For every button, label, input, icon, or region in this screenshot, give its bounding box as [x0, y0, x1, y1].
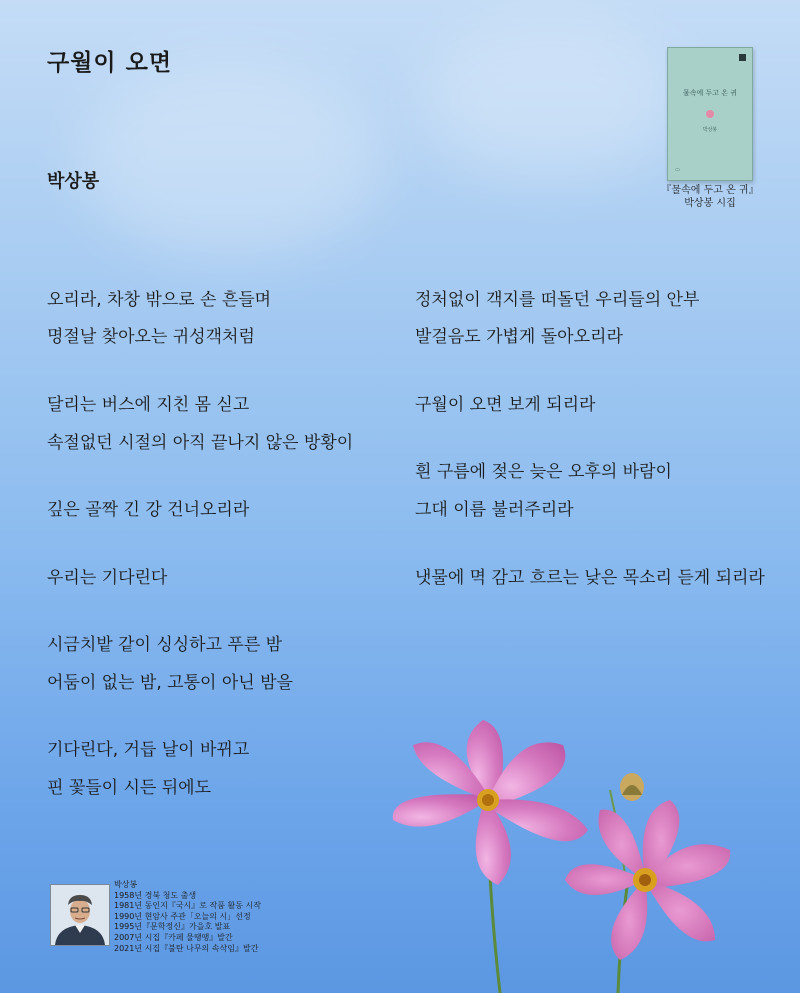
poem-line: 우리는 기다린다 [47, 568, 168, 588]
poem-line: 깊은 골짝 긴 강 건너오리라 [47, 500, 250, 520]
poem-line: 그대 이름 불러주리라 [415, 500, 574, 520]
bio-line: 2021년 시집『불탄 나무의 속삭임』발간 [114, 943, 259, 953]
poem-line: 정처없이 객지를 떠돌던 우리들의 안부 [415, 290, 700, 310]
book-cover [667, 47, 753, 181]
background-glow [80, 60, 380, 260]
bio-line: 2007년 시집『카페 물땡땡』발간 [114, 932, 233, 942]
publisher-logo-icon: ▭ [675, 167, 680, 173]
publisher-mark-icon [739, 54, 746, 61]
bio-line: 1995년『문학정신』가을호 발표 [114, 922, 231, 932]
poem-line: 명절날 찾아오는 귀성객처럼 [47, 327, 255, 347]
book-caption-title: 『물속에 두고 온 귀』 [661, 185, 759, 196]
poem-line: 기다린다, 거듭 날이 바뀌고 [47, 740, 250, 760]
bio-line: 1958년 경북 청도 출생 [114, 890, 197, 900]
bio-line: 1990년 현암사 주관「오늘의 시」선정 [114, 911, 251, 921]
poem-line: 오리라, 차창 밖으로 손 흔들며 [47, 290, 272, 310]
poem-line: 발걸음도 가볍게 돌아오리라 [415, 327, 623, 347]
cosmos-flowers-illustration [370, 705, 790, 993]
poem-line: 냇물에 멱 감고 흐르는 낮은 목소리 듣게 되리라 [415, 568, 765, 588]
background-glow [420, 20, 680, 180]
poem-line: 흰 구름에 젖은 늦은 오후의 바람이 [415, 462, 672, 482]
book-cover-author: 박상봉 [702, 127, 718, 133]
poem-line: 구월이 오면 보게 되리라 [415, 395, 596, 415]
poem-author: 박상봉 [47, 171, 100, 192]
poem-line: 속절없던 시절의 아직 끝나지 않은 방황이 [47, 433, 354, 453]
bio-line: 박상봉 [114, 880, 138, 889]
poem-line: 달리는 버스에 지친 몸 싣고 [47, 395, 250, 415]
poem-line: 어둠이 없는 밤, 고통이 아닌 밤을 [47, 673, 293, 693]
author-bio [114, 880, 261, 954]
poem-line: 핀 꽃들이 시든 뒤에도 [47, 778, 212, 798]
poem-line: 시금치밭 같이 싱싱하고 푸른 밤 [47, 635, 283, 655]
book-caption-subtitle: 박상봉 시집 [684, 198, 736, 209]
book-caption [660, 184, 760, 210]
poem-title: 구월이 오면 [47, 50, 173, 76]
flower-icon [706, 110, 714, 118]
bio-line: 1981년 동인지『국시』로 작품 활동 시작 [114, 901, 261, 911]
book-cover-title: 물속에 두고 온 귀 [682, 89, 737, 97]
author-photo [50, 884, 110, 946]
